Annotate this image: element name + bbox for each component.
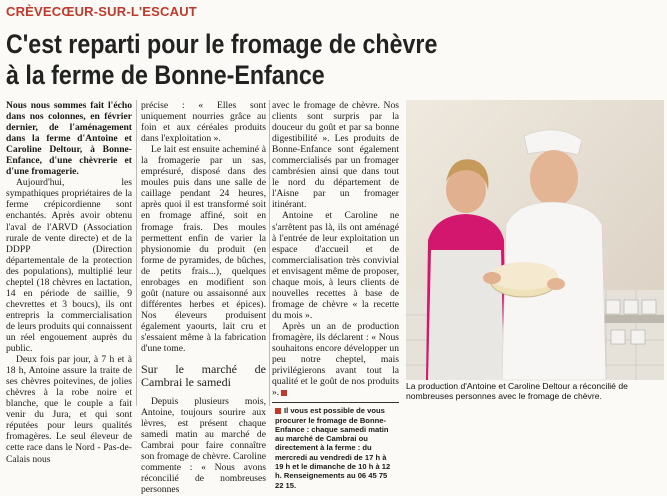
photo-illustration <box>406 100 664 380</box>
paragraph: Depuis plusieurs mois, Antoine, toujours sourire aux lèvres, est présent chaque samedi matin au marché de Cambrai pour faire connaître son fromage de chèvre. Caroline commente : « Nous avons réconcilié de nombreuses personnes <box>141 396 266 496</box>
paragraph: Antoine et Caroline ne s'arrêtent pas là, ils ont aménagé à l'entrée de leur exploitation un espace d'accueil et de commercialisation très convivial et envisagent même de proposer, chaque mois, à leurs clients de nouvelles recettes à base de fromage de chèvre « la recette du mois ». <box>272 210 399 321</box>
article-lead: Nous nous sommes fait l'écho dans nos colonnes, en février dernier, de l'aménagement dans la ferme d'Antoine et Caroline Deltour, à Bonne-Enfance, d'une chèvrerie et d'une fromagerie. <box>6 100 132 178</box>
column-divider <box>269 100 270 406</box>
info-text: Il vous est possible de vous procurer le fromage de Bonne-Enfance : chaque samedi matin au marché de Cambrai ou directement à la ferme : du mercredi au vendredi de 17 h à 19 h et le dimanche de 10 h à 12 h. Renseignements au 06 45 75 22 15. <box>275 406 391 490</box>
article-subhead: Sur le marché de Cambrai le samedi <box>141 362 266 390</box>
article-headline: C'est reparti pour le fromage de chèvre à la ferme de Bonne-Enfance <box>6 29 438 90</box>
article-column-2 <box>141 100 266 496</box>
paragraph: Aujourd'hui, les sympathiques propriétaires de la ferme crépicordienne sont enchantés. Après avoir obtenu l'aval de l'ARVD (Association rurale de vente directe) et de la DDPP (Direction départementale de la protection des populations), multiplié leur cheptel (18 chèvres en lactation, 14 en période de saillie, 9 chevrettes et 3 boucs), ils ont entrepris la commercialisation de leurs produits qui connaissent un réel engouement auprès du public. <box>6 177 132 355</box>
end-mark-icon <box>281 390 287 396</box>
section-kicker: CRÈVECŒUR-SUR-L'ESCAUT <box>6 4 197 19</box>
bullet-square-icon <box>275 408 281 414</box>
column-divider <box>136 100 137 406</box>
paragraph: avec le fromage de chèvre. Nos clients sont surpris par la douceur du goût et par sa bonne digestibilité ». Les produits de Bonne-Enfance sont également commercialisés par un fromager cambrésien ainsi que dans tout le nord du département de l'Aisne par un fromager itinérant. <box>272 100 399 211</box>
article-column-1 <box>6 100 132 465</box>
paragraph: Deux fois par jour, à 7 h et à 18 h, Antoine assure la traite de ses chèvres poitevines, de jolies chèvres à la robe noire et blanche, que le couple a fait venir du Jura, et qui sont réputées pour leurs qualités fromagères. Le seul éleveur de cette race dans le Nord - Pas-de-Calais nous <box>6 354 132 465</box>
paragraph <box>272 321 399 398</box>
info-box <box>272 402 399 493</box>
article-column-3 <box>272 100 399 490</box>
paragraph-text: Après un an de production fromagère, ils déclarent : « Nous souhaitons encore développer un peu notre cheptel, mais privilégierons avant tout la qualité et le goût de nos produits ». <box>272 320 399 399</box>
paragraph: précise : « Elles sont uniquement nourries grâce au foin et aux céréales produits dans l'exploitation ». <box>141 100 266 145</box>
paragraph: Le lait est ensuite acheminé à la fromagerie par un sas, emprésuré, disposé dans des moules puis dans une salle de caillage pendant 24 heures, après quoi il est transformé soit en fromage affiné, soit en fromage frais. Des moules permettent enfin de varier la physionomie du produit (en forme de pyramides, de bûches, de petits frais...), quelques enrobages en modifient son goût (nature ou assaisonné aux différentes herbes et épices). Nos éleveurs produisent également yaourts, lait cru et s'essaient même à la fabrication d'une tome. <box>141 144 266 355</box>
article-photo <box>406 100 664 380</box>
photo-caption: La production d'Antoine et Caroline Deltour a réconcilié de nombreuses personnes avec le fromage de chèvre. <box>406 381 628 401</box>
